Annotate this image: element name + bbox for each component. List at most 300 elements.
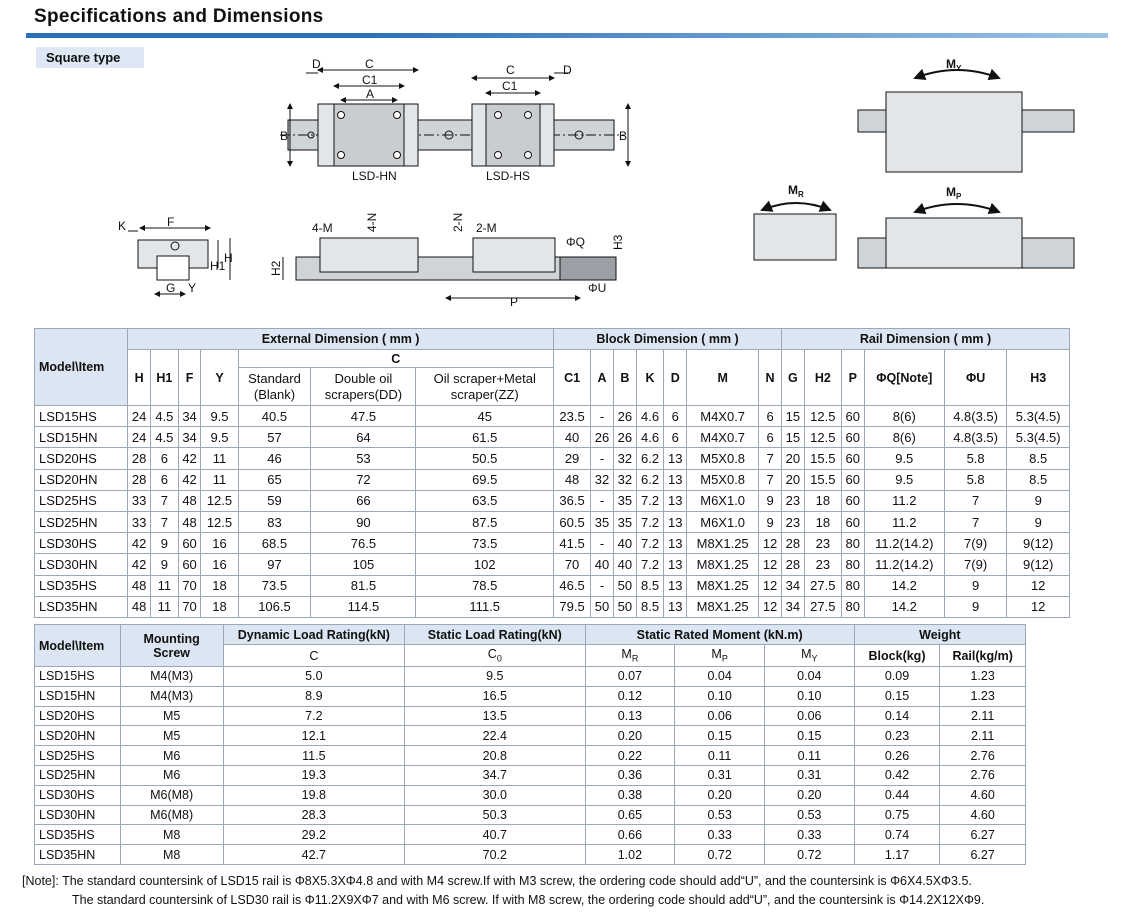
value-cell: 57 — [238, 427, 311, 448]
value-cell: 24 — [128, 427, 151, 448]
value-cell: 8.5 — [636, 596, 664, 617]
value-cell: 40 — [554, 427, 591, 448]
value-cell: 7 — [944, 511, 1007, 532]
value-cell: 8.5 — [1007, 469, 1070, 490]
value-cell: 8.5 — [1007, 448, 1070, 469]
value-cell: 7.2 — [636, 511, 664, 532]
value-cell: 12 — [1007, 575, 1070, 596]
model-header: Model\Item — [35, 329, 128, 406]
model-cell: LSD20HN — [35, 469, 128, 490]
value-cell: M5X0.8 — [687, 469, 759, 490]
value-cell: 61.5 — [416, 427, 554, 448]
value-cell: 42 — [128, 554, 151, 575]
value-cell: 13 — [664, 596, 687, 617]
value-cell: 40 — [591, 554, 614, 575]
value-cell: 13.5 — [405, 706, 585, 726]
model-cell: LSD35HS — [35, 575, 128, 596]
value-cell: M8X1.25 — [687, 533, 759, 554]
value-cell: 19.3 — [223, 765, 404, 785]
value-cell: 0.12 — [585, 686, 675, 706]
value-cell: 60.5 — [554, 511, 591, 532]
col-header-rail: H3 — [1007, 350, 1070, 406]
value-cell: 83 — [238, 511, 311, 532]
value-cell: 15.5 — [804, 469, 841, 490]
dim-4-M: 4-M — [312, 221, 333, 235]
value-cell: 47.5 — [311, 406, 416, 427]
sub-moment-p: $M_P$ — [675, 645, 765, 667]
value-cell: - — [591, 448, 614, 469]
dim-2-N: 2-N — [451, 212, 465, 232]
table-row — [35, 667, 1026, 687]
value-cell: 7.2 — [223, 706, 404, 726]
value-cell: 0.53 — [764, 805, 854, 825]
value-cell: 80 — [841, 533, 864, 554]
value-cell: 50 — [613, 575, 636, 596]
value-cell: M6 — [120, 765, 223, 785]
dim-B-left: B — [280, 129, 289, 143]
value-cell: 0.11 — [675, 746, 765, 766]
value-cell: 11.2 — [864, 490, 944, 511]
value-cell: 12 — [759, 554, 782, 575]
dimension-table — [34, 328, 1070, 618]
value-cell: 7(9) — [944, 554, 1007, 575]
value-cell: 60 — [178, 533, 201, 554]
col-header-rail: H2 — [804, 350, 841, 406]
value-cell: 48 — [128, 575, 151, 596]
value-cell: 9(12) — [1007, 554, 1070, 575]
value-cell: 60 — [841, 469, 864, 490]
model-header-2: Model\Item — [35, 625, 121, 667]
value-cell: 12.1 — [223, 726, 404, 746]
model-cell: LSD30HN — [35, 554, 128, 575]
label-lsd-hs: LSD-HS — [486, 169, 531, 183]
sub-dynamic-c: C — [223, 645, 404, 667]
value-cell: 18 — [804, 490, 841, 511]
value-cell: 0.15 — [764, 726, 854, 746]
value-cell: 6 — [151, 469, 179, 490]
value-cell: 9.5 — [201, 427, 238, 448]
sub-moment-y: $M_Y$ — [764, 645, 854, 667]
value-cell: 11 — [151, 596, 179, 617]
col-header-rail: G — [781, 350, 804, 406]
col-header-c-sub-0: Standard (Blank) — [238, 368, 311, 406]
value-cell: 0.11 — [764, 746, 854, 766]
value-cell: 34 — [781, 596, 804, 617]
value-cell: 7.2 — [636, 554, 664, 575]
value-cell: M8X1.25 — [687, 575, 759, 596]
external-dimension-header: External Dimension ( mm ) — [128, 329, 554, 350]
notes — [22, 872, 984, 910]
value-cell: 0.10 — [675, 686, 765, 706]
dim-H: H — [224, 251, 233, 265]
col-header-n: N — [759, 350, 782, 406]
table-row — [35, 469, 1070, 490]
value-cell: M5X0.8 — [687, 448, 759, 469]
value-cell: 66 — [311, 490, 416, 511]
value-cell: 0.53 — [675, 805, 765, 825]
table-row — [35, 746, 1026, 766]
table-row — [35, 448, 1070, 469]
value-cell: 26 — [613, 427, 636, 448]
value-cell: 63.5 — [416, 490, 554, 511]
value-cell: 15 — [781, 406, 804, 427]
sub-weight-1: Rail(kg/m) — [940, 645, 1026, 667]
value-cell: - — [591, 575, 614, 596]
value-cell: 50.3 — [405, 805, 585, 825]
col-header-k: K — [636, 350, 664, 406]
value-cell: 45 — [416, 406, 554, 427]
value-cell: 7 — [759, 448, 782, 469]
dim-H2: H2 — [269, 260, 283, 276]
value-cell: M6(M8) — [120, 785, 223, 805]
top-view-drawing — [280, 70, 628, 166]
note-line-2: The standard countersink of LSD30 rail is Φ11.2X9XΦ7 and with M6 screw. If with M8 screw, the ordering code should add“U”, and the countersink is Φ14.2X12XΦ9. — [72, 893, 985, 907]
value-cell: 28 — [128, 448, 151, 469]
value-cell: 0.42 — [854, 765, 940, 785]
value-cell: 23.5 — [554, 406, 591, 427]
value-cell: 48 — [128, 596, 151, 617]
table-row — [35, 785, 1026, 805]
value-cell: 4.6 — [636, 427, 664, 448]
value-cell: 18 — [201, 596, 238, 617]
value-cell: M5 — [120, 726, 223, 746]
value-cell: 0.65 — [585, 805, 675, 825]
value-cell: 0.33 — [675, 825, 765, 845]
value-cell: 5.8 — [944, 469, 1007, 490]
value-cell: - — [591, 490, 614, 511]
table-row — [35, 511, 1070, 532]
value-cell: M5 — [120, 706, 223, 726]
value-cell: 5.3(4.5) — [1007, 427, 1070, 448]
dim-H1: H1 — [210, 259, 226, 273]
dim-2-M: 2-M — [476, 221, 497, 235]
value-cell: 36.5 — [554, 490, 591, 511]
value-cell: 0.31 — [675, 765, 765, 785]
value-cell: 35 — [613, 511, 636, 532]
dim-G: G — [166, 281, 176, 295]
value-cell: 90 — [311, 511, 416, 532]
value-cell: 0.26 — [854, 746, 940, 766]
moment-my-label: $M_Y$ — [946, 57, 962, 73]
value-cell: 40 — [613, 533, 636, 554]
value-cell: 32 — [613, 448, 636, 469]
value-cell: 15.5 — [804, 448, 841, 469]
dynamic-load-header: Dynamic Load Rating(kN) — [223, 625, 404, 645]
value-cell: 8.9 — [223, 686, 404, 706]
value-cell: 9 — [944, 596, 1007, 617]
mounting-screw-header: Mounting Screw — [120, 625, 223, 667]
value-cell: 7 — [759, 469, 782, 490]
table-row — [35, 726, 1026, 746]
value-cell: 0.44 — [854, 785, 940, 805]
value-cell: 23 — [781, 490, 804, 511]
value-cell: 6 — [759, 427, 782, 448]
value-cell: 8.5 — [636, 575, 664, 596]
value-cell: 7.2 — [636, 490, 664, 511]
dim-C1-left: C1 — [362, 73, 378, 87]
value-cell: 106.5 — [238, 596, 311, 617]
value-cell: 41.5 — [554, 533, 591, 554]
col-header-c-sub-2: Oil scraper+Metal scraper(ZZ) — [416, 368, 554, 406]
value-cell: 4.8(3.5) — [944, 427, 1007, 448]
value-cell: 48 — [554, 469, 591, 490]
value-cell: 18 — [804, 511, 841, 532]
note-line-1: [Note]: The standard countersink of LSD15 rail is Φ8X5.3XΦ4.8 and with M4 screw.If with M3 screw, the ordering code should add“U”, and the countersink is Φ6X4.5XΦ3.5. — [22, 874, 972, 888]
value-cell: 0.74 — [854, 825, 940, 845]
value-cell: 9 — [151, 533, 179, 554]
value-cell: 29.2 — [223, 825, 404, 845]
value-cell: 60 — [841, 406, 864, 427]
value-cell: 76.5 — [311, 533, 416, 554]
value-cell: 14.2 — [864, 575, 944, 596]
value-cell: 4.8(3.5) — [944, 406, 1007, 427]
value-cell: 20.8 — [405, 746, 585, 766]
value-cell: M6(M8) — [120, 805, 223, 825]
value-cell: 20 — [781, 469, 804, 490]
value-cell: 1.17 — [854, 845, 940, 865]
value-cell: 60 — [841, 490, 864, 511]
value-cell: 0.13 — [585, 706, 675, 726]
value-cell: 42.7 — [223, 845, 404, 865]
moment-mp-label: $M_P$ — [946, 185, 962, 201]
col-header-a: A — [591, 350, 614, 406]
value-cell: 42 — [128, 533, 151, 554]
value-cell: M8 — [120, 845, 223, 865]
value-cell: 50 — [591, 596, 614, 617]
value-cell: 13 — [664, 448, 687, 469]
value-cell: 6.27 — [940, 845, 1026, 865]
col-header-c1: C1 — [554, 350, 591, 406]
value-cell: 80 — [841, 554, 864, 575]
subtitle-square-type: Square type — [36, 47, 144, 68]
value-cell: 4.5 — [151, 427, 179, 448]
value-cell: 28 — [781, 554, 804, 575]
value-cell: 46 — [238, 448, 311, 469]
value-cell: 42 — [178, 469, 201, 490]
value-cell: 0.06 — [764, 706, 854, 726]
dimension-drawings — [0, 0, 1141, 330]
value-cell: 11 — [151, 575, 179, 596]
value-cell: 78.5 — [416, 575, 554, 596]
col-header-m: M — [687, 350, 759, 406]
value-cell: 12 — [759, 533, 782, 554]
col-header-rail: P — [841, 350, 864, 406]
weight-header: Weight — [854, 625, 1025, 645]
value-cell: 24 — [128, 406, 151, 427]
table-row — [35, 406, 1070, 427]
value-cell: 0.04 — [675, 667, 765, 687]
table-row — [35, 596, 1070, 617]
model-cell: LSD25HS — [35, 746, 121, 766]
value-cell: 2.11 — [940, 706, 1026, 726]
dim-F: F — [167, 215, 175, 229]
value-cell: 40.5 — [238, 406, 311, 427]
dim-B-right: B — [619, 129, 628, 143]
table-row — [35, 533, 1070, 554]
value-cell: 28.3 — [223, 805, 404, 825]
value-cell: M6X1.0 — [687, 511, 759, 532]
value-cell: 69.5 — [416, 469, 554, 490]
value-cell: 34 — [781, 575, 804, 596]
value-cell: 12.5 — [201, 490, 238, 511]
value-cell: 7(9) — [944, 533, 1007, 554]
value-cell: 6.2 — [636, 448, 664, 469]
table-row — [35, 706, 1026, 726]
model-cell: LSD25HN — [35, 511, 128, 532]
value-cell: 2.11 — [940, 726, 1026, 746]
value-cell: 60 — [178, 554, 201, 575]
value-cell: 26 — [613, 406, 636, 427]
value-cell: 23 — [781, 511, 804, 532]
sub-moment-r: $M_R$ — [585, 645, 675, 667]
value-cell: 35 — [591, 511, 614, 532]
value-cell: 30.0 — [405, 785, 585, 805]
value-cell: 7 — [151, 490, 179, 511]
value-cell: 33 — [128, 490, 151, 511]
value-cell: 0.22 — [585, 746, 675, 766]
value-cell: 1.02 — [585, 845, 675, 865]
moment-mr-drawing — [754, 203, 836, 260]
col-header-c-sub-1: Double oil scrapers(DD) — [311, 368, 416, 406]
value-cell: 23 — [804, 533, 841, 554]
value-cell: 34 — [178, 427, 201, 448]
value-cell: 70 — [178, 596, 201, 617]
value-cell: 7.2 — [636, 533, 664, 554]
value-cell: 11.2 — [864, 511, 944, 532]
label-lsd-hn: LSD-HN — [352, 169, 397, 183]
value-cell: 0.14 — [854, 706, 940, 726]
value-cell: 34 — [178, 406, 201, 427]
value-cell: 9 — [1007, 511, 1070, 532]
sub-static-c0: $C_0$ — [405, 645, 585, 667]
value-cell: 11.2(14.2) — [864, 554, 944, 575]
value-cell: 0.23 — [854, 726, 940, 746]
moment-mr-label: $M_R$ — [788, 183, 804, 199]
value-cell: 13 — [664, 469, 687, 490]
dim-D-left: D — [312, 57, 321, 71]
block-dimension-header: Block Dimension ( mm ) — [554, 329, 782, 350]
table-row — [35, 490, 1070, 511]
sub-weight-0: Block(kg) — [854, 645, 940, 667]
value-cell: 70 — [554, 554, 591, 575]
value-cell: 0.33 — [764, 825, 854, 845]
table-row — [35, 686, 1026, 706]
value-cell: 4.5 — [151, 406, 179, 427]
dim-C1-right: C1 — [502, 79, 518, 93]
model-cell: LSD20HS — [35, 706, 121, 726]
value-cell: - — [591, 406, 614, 427]
value-cell: 9 — [151, 554, 179, 575]
value-cell: 34.7 — [405, 765, 585, 785]
value-cell: 15 — [781, 427, 804, 448]
value-cell: 0.72 — [764, 845, 854, 865]
value-cell: 16 — [201, 533, 238, 554]
value-cell: 23 — [804, 554, 841, 575]
value-cell: 4.60 — [940, 785, 1026, 805]
value-cell: 8(6) — [864, 406, 944, 427]
value-cell: 16.5 — [405, 686, 585, 706]
table-row — [35, 805, 1026, 825]
value-cell: 16 — [201, 554, 238, 575]
value-cell: M8X1.25 — [687, 596, 759, 617]
value-cell: 81.5 — [311, 575, 416, 596]
value-cell: 0.20 — [764, 785, 854, 805]
value-cell: 0.20 — [585, 726, 675, 746]
value-cell: 9(12) — [1007, 533, 1070, 554]
value-cell: 0.75 — [854, 805, 940, 825]
value-cell: 6 — [151, 448, 179, 469]
value-cell: 28 — [781, 533, 804, 554]
value-cell: 19.8 — [223, 785, 404, 805]
value-cell: 0.06 — [675, 706, 765, 726]
value-cell: 1.23 — [940, 667, 1026, 687]
value-cell: 13 — [664, 575, 687, 596]
value-cell: 111.5 — [416, 596, 554, 617]
model-cell: LSD25HS — [35, 490, 128, 511]
value-cell: 40.7 — [405, 825, 585, 845]
value-cell: 0.10 — [764, 686, 854, 706]
value-cell: 40 — [613, 554, 636, 575]
value-cell: 7 — [944, 490, 1007, 511]
value-cell: 60 — [841, 448, 864, 469]
value-cell: 4.6 — [636, 406, 664, 427]
value-cell: 0.36 — [585, 765, 675, 785]
value-cell: 9.5 — [864, 469, 944, 490]
value-cell: 0.09 — [854, 667, 940, 687]
page-title: Specifications and Dimensions — [34, 6, 324, 27]
value-cell: 6 — [664, 427, 687, 448]
model-cell: LSD20HN — [35, 726, 121, 746]
value-cell: 8(6) — [864, 427, 944, 448]
col-header-d: D — [664, 350, 687, 406]
value-cell: 9 — [759, 511, 782, 532]
value-cell: 20 — [781, 448, 804, 469]
value-cell: 6 — [759, 406, 782, 427]
value-cell: 13 — [664, 554, 687, 575]
col-header-y: Y — [201, 350, 238, 406]
value-cell: 26 — [591, 427, 614, 448]
value-cell: 42 — [178, 448, 201, 469]
value-cell: - — [591, 533, 614, 554]
value-cell: 73.5 — [416, 533, 554, 554]
col-header-b: B — [613, 350, 636, 406]
value-cell: 35 — [613, 490, 636, 511]
value-cell: M4X0.7 — [687, 427, 759, 448]
value-cell: M4(M3) — [120, 667, 223, 687]
drawing-svg — [0, 0, 1141, 330]
model-cell: LSD25HN — [35, 765, 121, 785]
table-row — [35, 845, 1026, 865]
value-cell: 6 — [664, 406, 687, 427]
dim-H3: H3 — [611, 234, 625, 250]
value-cell: 12.5 — [804, 406, 841, 427]
table-row — [35, 554, 1070, 575]
value-cell: 11.5 — [223, 746, 404, 766]
dim-Y: Y — [188, 281, 197, 295]
model-cell: LSD35HN — [35, 845, 121, 865]
static-moment-header: Static Rated Moment (kN.m) — [585, 625, 854, 645]
value-cell: 13 — [664, 533, 687, 554]
value-cell: 70 — [178, 575, 201, 596]
value-cell: 80 — [841, 575, 864, 596]
value-cell: 7 — [151, 511, 179, 532]
model-cell: LSD30HN — [35, 805, 121, 825]
value-cell: 12 — [1007, 596, 1070, 617]
value-cell: 29 — [554, 448, 591, 469]
value-cell: M8X1.25 — [687, 554, 759, 575]
value-cell: 18 — [201, 575, 238, 596]
value-cell: 13 — [664, 511, 687, 532]
